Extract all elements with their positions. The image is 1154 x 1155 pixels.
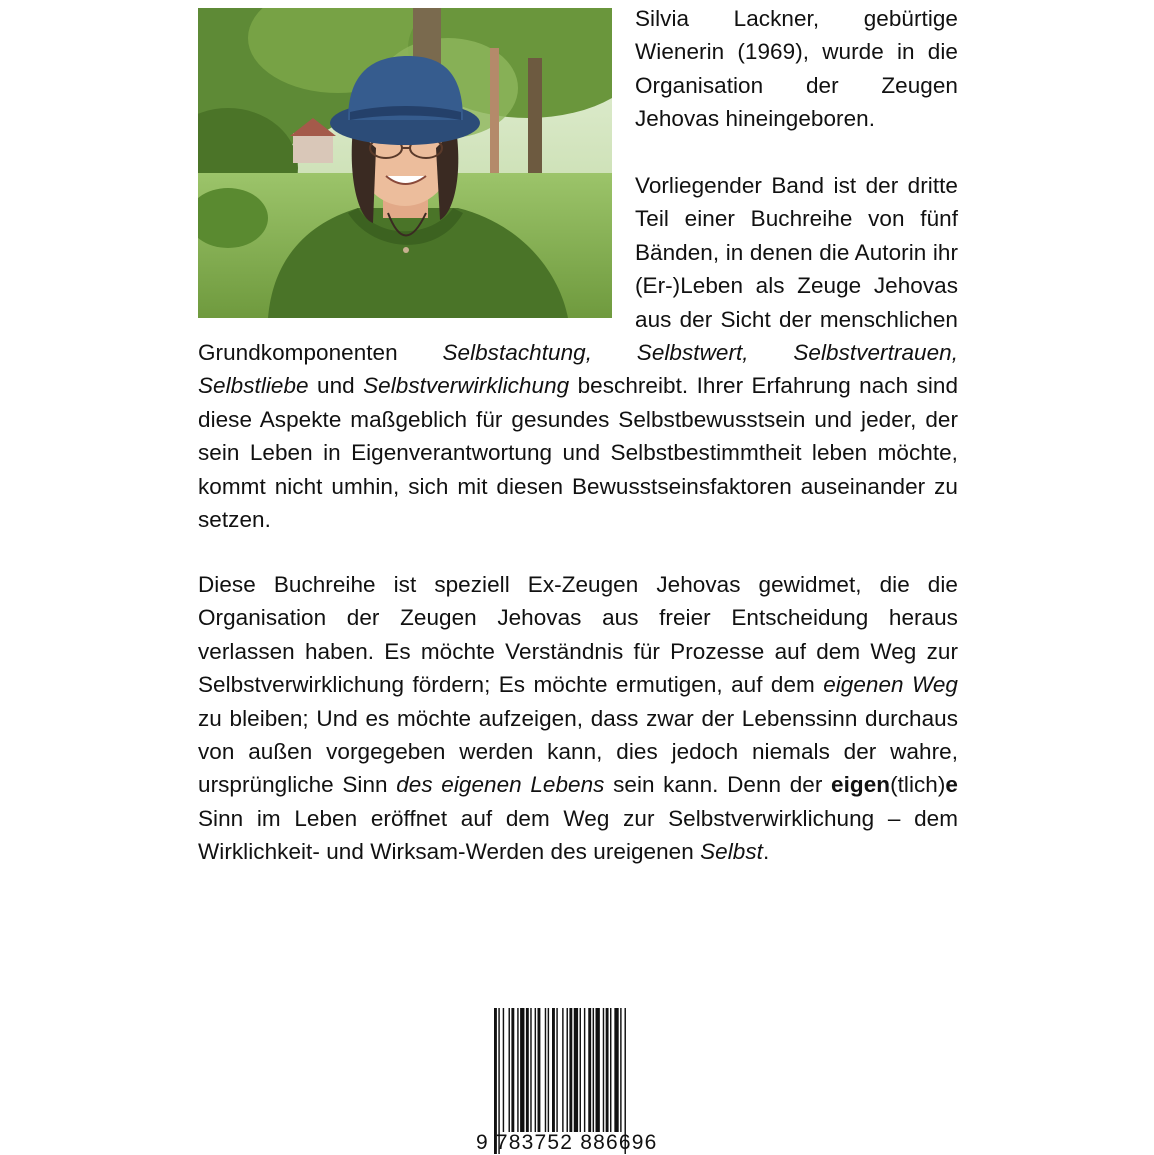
- bio-paragraph-2: Vorliegender Band ist der dritte Teil einer Buchreihe von fünf Bänden, in denen die Autorin ihr (Er-)Leben als Zeuge Jehovas aus der Sicht der menschlichen Grundkomponenten Selbstachtung, Selbstwert, Selbstvertrauen, Selbstliebe und Selbstverwirklichung beschreibt. Ihrer Erfahrung nach sind diese Aspekte maßgeblich für gesundes Selbstbewusstsein und jeder, der sein Leben in Eigenverantwortung und Selbstbestimmtheit leben möchte, kommt nicht umhin, sich mit diesen Bewusstseinsfaktoren auseinander zu setzen.: [198, 173, 959, 533]
- emphasis-eigenen-lebens: des eigenen Lebens: [396, 772, 605, 798]
- barcode-bar: [606, 1008, 609, 1132]
- barcode-bar: [556, 1008, 557, 1132]
- barcode-bar: [511, 1008, 514, 1132]
- barcode-bar: [593, 1008, 594, 1132]
- emphasis-eigenen-weg: eigenen Weg: [823, 672, 958, 698]
- barcode-bar: [620, 1008, 621, 1132]
- barcode-bar: [545, 1008, 546, 1132]
- barcode-bar: [610, 1008, 611, 1132]
- barcode-bar: [503, 1008, 504, 1132]
- emphasis-selbstverwirklichung: Selbstverwirklichung: [363, 373, 570, 399]
- barcode-bar: [580, 1008, 581, 1132]
- barcode-bar: [552, 1008, 555, 1132]
- isbn-number: 9 783752 886696: [476, 1131, 658, 1154]
- barcode-bar: [538, 1008, 541, 1132]
- series-description: [198, 568, 958, 869]
- barcode-bar: [588, 1008, 591, 1132]
- bio-paragraph-1: Silvia Lackner, gebürtige Wienerin (1969), wurde in die Organisation der Zeugen Jehovas hineingeboren.: [635, 6, 958, 132]
- emphasis-selbst: Selbst: [700, 839, 763, 865]
- barcode-bar: [574, 1008, 578, 1132]
- barcode-bar: [520, 1008, 524, 1132]
- barcode-bar: [548, 1008, 549, 1132]
- barcode-bar: [509, 1008, 510, 1132]
- barcode-bar: [596, 1008, 600, 1132]
- barcode-bar: [535, 1008, 536, 1132]
- author-bio: [198, 2, 958, 536]
- barcode-bar: [562, 1008, 563, 1132]
- barcode-bar: [567, 1008, 568, 1132]
- barcode-bar: [584, 1008, 585, 1132]
- barcode-bar: [569, 1008, 572, 1132]
- emphasis-components: Selbstachtung, Selbstwert, Selbstvertrauen, Selbstliebe: [198, 340, 958, 399]
- barcode-bar: [517, 1008, 518, 1132]
- barcode-bar: [614, 1008, 618, 1132]
- barcode-bar: [530, 1008, 531, 1132]
- barcode-bar: [603, 1008, 604, 1132]
- barcode-bar: [526, 1008, 529, 1132]
- photo-float-spacer: [198, 2, 635, 336]
- series-paragraph: Diese Buchreihe ist speziell Ex-Zeugen Jehovas gewidmet, die die Organisation der Zeugen Jehovas aus freier Entscheidung heraus verlassen haben. Es möchte Verständnis für Prozesse auf dem Weg zur Selbstverwirklichung fördern; Es möchte ermutigen, auf dem eigenen Weg zu bleiben; Und es möchte aufzeigen, dass zwar der Lebenssinn durchaus von außen vorgegeben werden kann, dies jedoch niemals der wahre, ursprüngliche Sinn des eigenen Lebens sein kann. Denn der eigen(tlich)e Sinn im Leben eröffnet auf dem Weg zur Selbstverwirklichung – dem Wirklichkeit- und Wirksam-Werden des ureigenen Selbst.: [198, 572, 958, 865]
